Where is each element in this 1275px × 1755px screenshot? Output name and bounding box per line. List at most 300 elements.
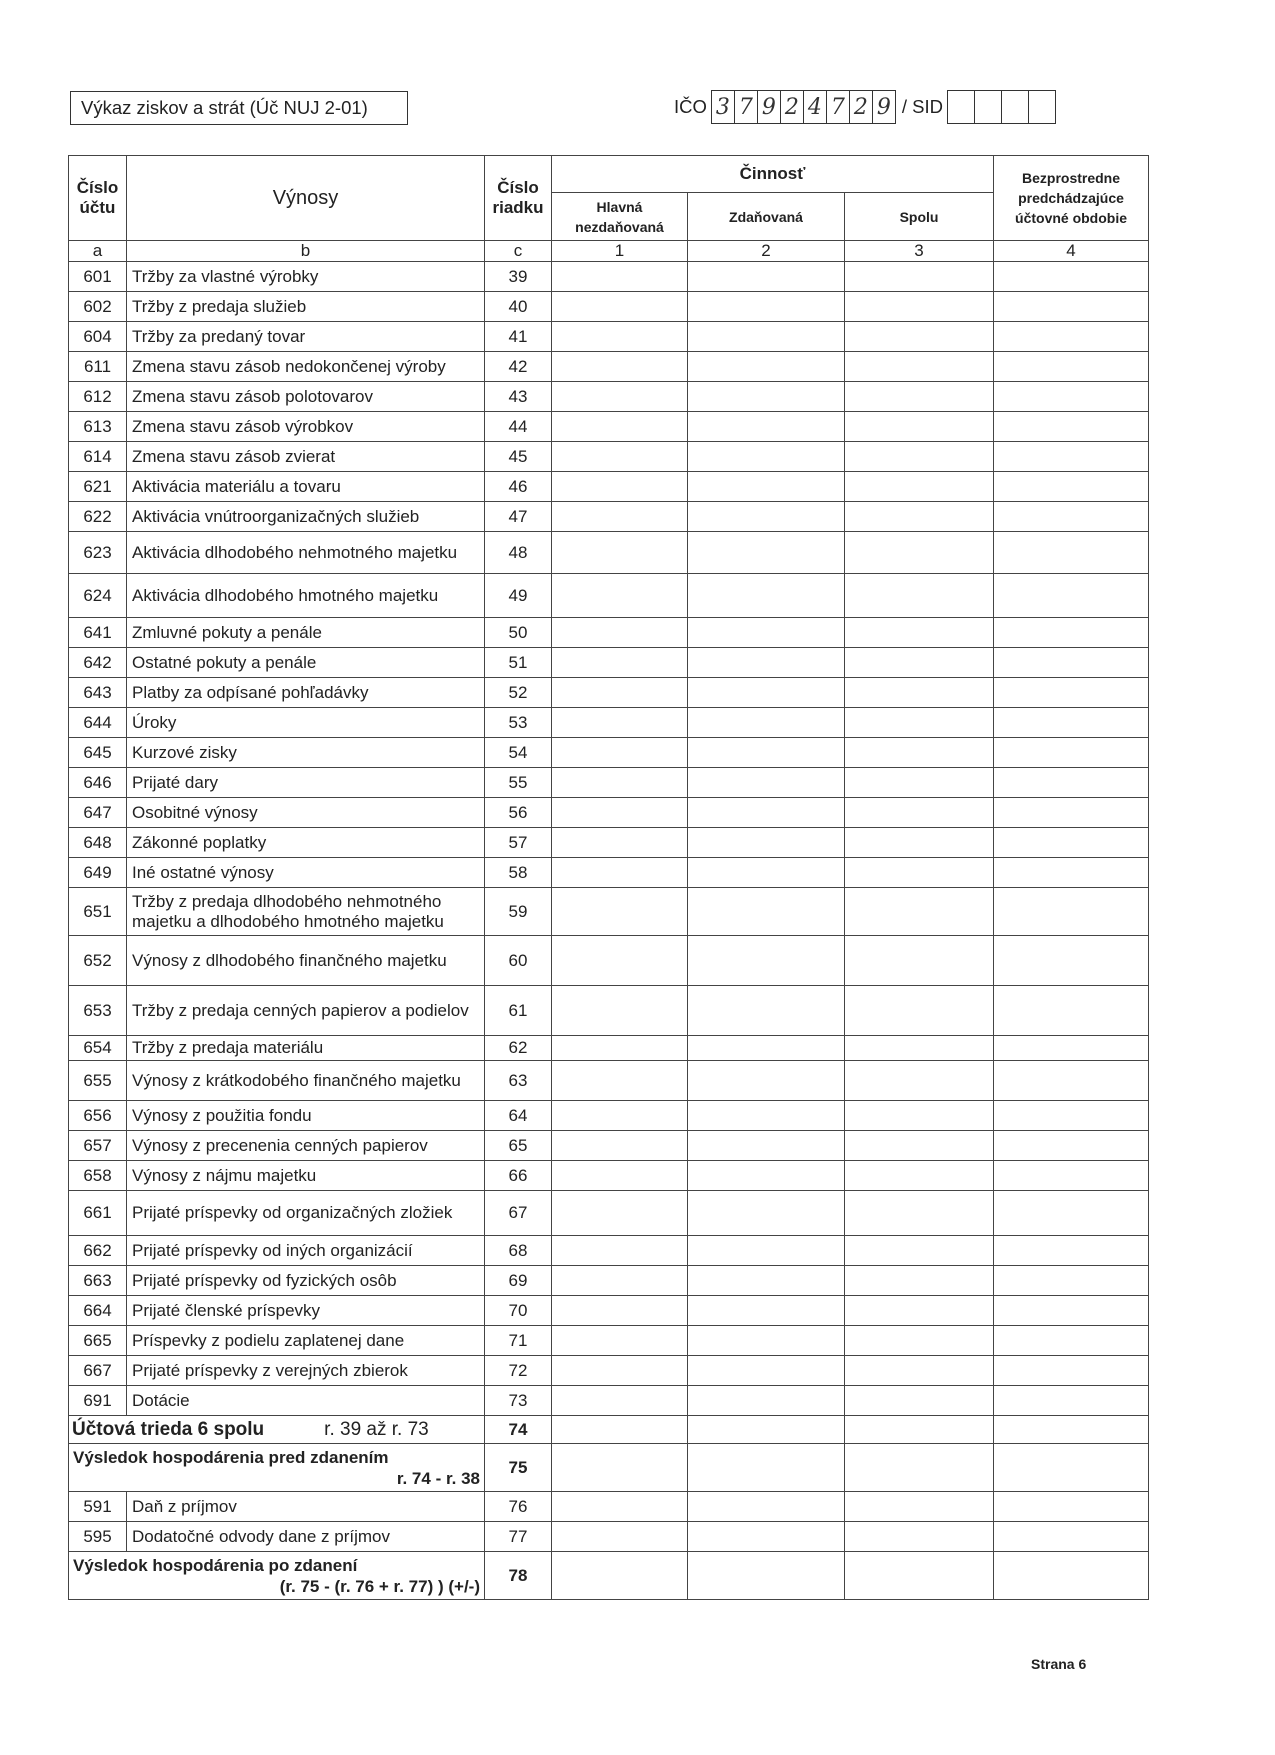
value-cell[interactable]: [688, 292, 845, 322]
account-number: 595: [69, 1522, 127, 1552]
value-cell[interactable]: [994, 858, 1149, 888]
account-description: Prijaté dary: [127, 768, 485, 798]
account-number: 653: [69, 986, 127, 1036]
table-row: [69, 936, 1149, 986]
value-cell[interactable]: [688, 708, 845, 738]
value-cell[interactable]: [688, 574, 845, 618]
row-number: 50: [485, 618, 552, 648]
value-cell[interactable]: [845, 986, 994, 1036]
account-number: 611: [69, 352, 127, 382]
value-cell[interactable]: [688, 936, 845, 986]
table-row: [69, 1266, 1149, 1296]
value-cell[interactable]: [845, 1101, 994, 1131]
header-revenue: Výnosy: [127, 156, 485, 241]
value-cell[interactable]: [994, 936, 1149, 986]
table-row: [69, 412, 1149, 442]
value-cell[interactable]: [994, 442, 1149, 472]
value-cell[interactable]: [688, 442, 845, 472]
summary-78-text: Výsledok hospodárenia po zdanení: [73, 1555, 358, 1575]
account-description: Daň z príjmov: [127, 1492, 485, 1522]
value-cell[interactable]: [688, 1492, 845, 1522]
value-cell[interactable]: [688, 1131, 845, 1161]
value-cell[interactable]: [994, 1061, 1149, 1101]
value-cell[interactable]: [688, 472, 845, 502]
account-description: Prijaté príspevky od organizačných zložiek: [127, 1191, 485, 1236]
value-cell[interactable]: [552, 888, 688, 936]
value-cell[interactable]: [845, 618, 994, 648]
table-row: [69, 1386, 1149, 1416]
row-number: 51: [485, 648, 552, 678]
value-cell[interactable]: [994, 1191, 1149, 1236]
row-number: 76: [485, 1492, 552, 1522]
value-cell[interactable]: [994, 352, 1149, 382]
value-cell[interactable]: [552, 768, 688, 798]
value-cell[interactable]: [994, 678, 1149, 708]
value-cell[interactable]: [688, 322, 845, 352]
value-cell[interactable]: [688, 1266, 845, 1296]
value-cell[interactable]: [845, 262, 994, 292]
table-row: [69, 262, 1149, 292]
value-cell[interactable]: [552, 574, 688, 618]
value-cell[interactable]: [552, 442, 688, 472]
value-cell[interactable]: [552, 292, 688, 322]
account-description: Zákonné poplatky: [127, 828, 485, 858]
account-description: Prijaté príspevky od fyzických osôb: [127, 1266, 485, 1296]
value-cell[interactable]: [688, 352, 845, 382]
value-cell[interactable]: [688, 1356, 845, 1386]
ico-digit[interactable]: 9: [757, 90, 781, 124]
account-number: 612: [69, 382, 127, 412]
value-cell[interactable]: [688, 1191, 845, 1236]
value-cell[interactable]: [845, 1326, 994, 1356]
value-cell[interactable]: [552, 618, 688, 648]
value-cell[interactable]: [994, 768, 1149, 798]
table-row: [69, 472, 1149, 502]
value-cell[interactable]: [994, 1552, 1149, 1600]
header-previous-period: Bezprostredne predchádzajúce účtovné obdobie: [994, 156, 1149, 241]
value-cell[interactable]: [845, 574, 994, 618]
value-cell[interactable]: [552, 1131, 688, 1161]
col-letter-b: b: [127, 241, 485, 262]
value-cell[interactable]: [552, 1386, 688, 1416]
value-cell[interactable]: [845, 1191, 994, 1236]
row-number: 60: [485, 936, 552, 986]
value-cell[interactable]: [688, 382, 845, 412]
account-description: Ostatné pokuty a penále: [127, 648, 485, 678]
value-cell[interactable]: [688, 618, 845, 648]
value-cell[interactable]: [688, 1296, 845, 1326]
value-cell[interactable]: [845, 858, 994, 888]
table-row: [69, 1036, 1149, 1061]
value-cell[interactable]: [994, 292, 1149, 322]
account-description: Tržby za predaný tovar: [127, 322, 485, 352]
header-taxed: Zdaňovaná: [688, 193, 845, 241]
header-main-untaxed: Hlavná nezdaňovaná: [552, 193, 688, 241]
value-cell[interactable]: [994, 382, 1149, 412]
row-number: 48: [485, 532, 552, 574]
value-cell[interactable]: [552, 1296, 688, 1326]
summary-75-label: [69, 1444, 485, 1492]
value-cell[interactable]: [552, 1161, 688, 1191]
row-number: 53: [485, 708, 552, 738]
value-cell[interactable]: [552, 738, 688, 768]
value-cell[interactable]: [845, 798, 994, 828]
ico-digit[interactable]: 3: [711, 90, 735, 124]
value-cell[interactable]: [845, 442, 994, 472]
value-cell[interactable]: [552, 986, 688, 1036]
value-cell[interactable]: [688, 1036, 845, 1061]
value-cell[interactable]: [845, 1356, 994, 1386]
row-number: 77: [485, 1522, 552, 1552]
value-cell[interactable]: [552, 1326, 688, 1356]
value-cell[interactable]: [994, 1266, 1149, 1296]
value-cell[interactable]: [845, 1552, 994, 1600]
value-cell[interactable]: [552, 412, 688, 442]
value-cell[interactable]: [994, 618, 1149, 648]
table-row: [69, 1101, 1149, 1131]
value-cell[interactable]: [688, 738, 845, 768]
account-description: Tržby z predaja cenných papierov a podielov: [127, 986, 485, 1036]
value-cell[interactable]: [994, 738, 1149, 768]
header-account: Číslo účtu: [69, 156, 127, 241]
value-cell[interactable]: [845, 1444, 994, 1492]
col-number-2: 2: [688, 241, 845, 262]
value-cell[interactable]: [552, 322, 688, 352]
table-row: [69, 1236, 1149, 1266]
value-cell[interactable]: [552, 1191, 688, 1236]
value-cell[interactable]: [845, 412, 994, 442]
account-number: 655: [69, 1061, 127, 1101]
row-number: 42: [485, 352, 552, 382]
account-description: Aktivácia materiálu a tovaru: [127, 472, 485, 502]
value-cell[interactable]: [688, 1326, 845, 1356]
table-row: [69, 678, 1149, 708]
value-cell[interactable]: [688, 828, 845, 858]
value-cell[interactable]: [552, 648, 688, 678]
value-cell[interactable]: [994, 1101, 1149, 1131]
value-cell[interactable]: [552, 828, 688, 858]
account-description: Zmena stavu zásob zvierat: [127, 442, 485, 472]
value-cell[interactable]: [552, 798, 688, 828]
account-number: 601: [69, 262, 127, 292]
account-number: 665: [69, 1326, 127, 1356]
account-description: Tržby z predaja dlhodobého nehmotného majetku a dlhodobého hmotného majetku: [127, 888, 485, 936]
account-description: Zmena stavu zásob nedokončenej výroby: [127, 352, 485, 382]
value-cell[interactable]: [845, 1036, 994, 1061]
row-number: 47: [485, 502, 552, 532]
table-row: [69, 1296, 1149, 1326]
header-row-number: Číslo riadku: [485, 156, 552, 241]
ico-digit[interactable]: 7: [826, 90, 850, 124]
value-cell[interactable]: [552, 382, 688, 412]
row-number: 67: [485, 1191, 552, 1236]
value-cell[interactable]: [552, 708, 688, 738]
value-cell[interactable]: [552, 262, 688, 292]
value-cell[interactable]: [994, 1522, 1149, 1552]
value-cell[interactable]: [994, 574, 1149, 618]
table-row: [69, 502, 1149, 532]
value-cell[interactable]: [994, 1356, 1149, 1386]
account-description: Výnosy z použitia fondu: [127, 1101, 485, 1131]
value-cell[interactable]: [994, 708, 1149, 738]
value-cell[interactable]: [994, 1296, 1149, 1326]
row-number: 58: [485, 858, 552, 888]
value-cell[interactable]: [845, 1161, 994, 1191]
account-number: 657: [69, 1131, 127, 1161]
sid-cell[interactable]: [1001, 90, 1029, 124]
ico-digit[interactable]: 9: [872, 90, 896, 124]
row-number: 75: [485, 1444, 552, 1492]
income-statement-table: [68, 155, 1149, 1600]
col-letter-c: c: [485, 241, 552, 262]
row-number: 62: [485, 1036, 552, 1061]
value-cell[interactable]: [688, 1416, 845, 1444]
value-cell[interactable]: [688, 768, 845, 798]
value-cell[interactable]: [552, 1492, 688, 1522]
value-cell[interactable]: [552, 352, 688, 382]
value-cell[interactable]: [994, 828, 1149, 858]
value-cell[interactable]: [994, 502, 1149, 532]
value-cell[interactable]: [994, 322, 1149, 352]
account-description: Príspevky z podielu zaplatenej dane: [127, 1326, 485, 1356]
value-cell[interactable]: [552, 1444, 688, 1492]
value-cell[interactable]: [994, 1492, 1149, 1522]
value-cell[interactable]: [688, 1101, 845, 1131]
account-number: 662: [69, 1236, 127, 1266]
ico-digit[interactable]: 7: [734, 90, 758, 124]
row-number: 73: [485, 1386, 552, 1416]
value-cell[interactable]: [688, 1236, 845, 1266]
value-cell[interactable]: [845, 708, 994, 738]
ico-field: [674, 89, 1056, 125]
value-cell[interactable]: [845, 1236, 994, 1266]
value-cell[interactable]: [994, 472, 1149, 502]
value-cell[interactable]: [845, 322, 994, 352]
value-cell[interactable]: [688, 858, 845, 888]
value-cell[interactable]: [994, 532, 1149, 574]
account-number: 648: [69, 828, 127, 858]
value-cell[interactable]: [845, 678, 994, 708]
value-cell[interactable]: [994, 1236, 1149, 1266]
value-cell[interactable]: [688, 1552, 845, 1600]
account-description: Prijaté členské príspevky: [127, 1296, 485, 1326]
value-cell[interactable]: [552, 1416, 688, 1444]
value-cell[interactable]: [994, 648, 1149, 678]
sid-cell[interactable]: [1028, 90, 1056, 124]
table-row: [69, 322, 1149, 352]
table-row: [69, 618, 1149, 648]
value-cell[interactable]: [688, 502, 845, 532]
value-cell[interactable]: [845, 292, 994, 322]
account-description: Prijaté príspevky z verejných zbierok: [127, 1356, 485, 1386]
table-row: [69, 532, 1149, 574]
value-cell[interactable]: [845, 532, 994, 574]
row-number: 64: [485, 1101, 552, 1131]
form-title: Výkaz ziskov a strát (Úč NUJ 2-01): [70, 91, 408, 125]
summary-row-74: [69, 1416, 1149, 1444]
value-cell[interactable]: [688, 532, 845, 574]
value-cell[interactable]: [994, 888, 1149, 936]
account-number: 622: [69, 502, 127, 532]
summary-74-label: [69, 1416, 485, 1444]
account-number: 649: [69, 858, 127, 888]
summary-78-formula: (r. 75 - (r. 76 + r. 77) ) (+/-): [279, 1576, 480, 1596]
ico-digit[interactable]: 2: [849, 90, 873, 124]
value-cell[interactable]: [845, 1061, 994, 1101]
sid-cell[interactable]: [947, 90, 975, 124]
value-cell[interactable]: [552, 1356, 688, 1386]
value-cell[interactable]: [845, 648, 994, 678]
row-number: 49: [485, 574, 552, 618]
value-cell[interactable]: [552, 858, 688, 888]
value-cell[interactable]: [845, 738, 994, 768]
value-cell[interactable]: [552, 1236, 688, 1266]
account-number: 643: [69, 678, 127, 708]
value-cell[interactable]: [994, 1444, 1149, 1492]
value-cell[interactable]: [994, 986, 1149, 1036]
row-number: 57: [485, 828, 552, 858]
ico-label: IČO: [674, 96, 707, 117]
value-cell[interactable]: [688, 1522, 845, 1552]
account-description: Zmluvné pokuty a penále: [127, 618, 485, 648]
value-cell[interactable]: [994, 1131, 1149, 1161]
value-cell[interactable]: [688, 798, 845, 828]
table-row: [69, 986, 1149, 1036]
table-row: [69, 1356, 1149, 1386]
row-number: 41: [485, 322, 552, 352]
table-row: [69, 442, 1149, 472]
page-number: Strana 6: [1031, 1656, 1087, 1672]
value-cell[interactable]: [688, 1161, 845, 1191]
account-description: Výnosy z dlhodobého finančného majetku: [127, 936, 485, 986]
value-cell[interactable]: [845, 1386, 994, 1416]
value-cell[interactable]: [552, 936, 688, 986]
value-cell[interactable]: [994, 262, 1149, 292]
row-number: 39: [485, 262, 552, 292]
account-description: Dotácie: [127, 1386, 485, 1416]
value-cell[interactable]: [552, 1036, 688, 1061]
value-cell[interactable]: [688, 986, 845, 1036]
value-cell[interactable]: [845, 1266, 994, 1296]
table-row: [69, 574, 1149, 618]
account-description: Výnosy z krátkodobého finančného majetku: [127, 1061, 485, 1101]
value-cell[interactable]: [688, 262, 845, 292]
row-number: 45: [485, 442, 552, 472]
value-cell[interactable]: [994, 1326, 1149, 1356]
sid-label: / SID: [901, 96, 944, 117]
account-number: 647: [69, 798, 127, 828]
value-cell[interactable]: [994, 1161, 1149, 1191]
value-cell[interactable]: [552, 532, 688, 574]
account-number: 591: [69, 1492, 127, 1522]
value-cell[interactable]: [552, 1522, 688, 1552]
value-cell[interactable]: [845, 1296, 994, 1326]
value-cell[interactable]: [845, 502, 994, 532]
value-cell[interactable]: [552, 1101, 688, 1131]
value-cell[interactable]: [688, 1386, 845, 1416]
table-row: [69, 768, 1149, 798]
account-number: 613: [69, 412, 127, 442]
account-description: Výnosy z nájmu majetku: [127, 1161, 485, 1191]
value-cell[interactable]: [845, 1131, 994, 1161]
account-number: 642: [69, 648, 127, 678]
value-cell[interactable]: [688, 648, 845, 678]
table-row: [69, 1161, 1149, 1191]
value-cell[interactable]: [552, 502, 688, 532]
col-number-3: 3: [845, 241, 994, 262]
header-total: Spolu: [845, 193, 994, 241]
account-description: Výnosy z precenenia cenných papierov: [127, 1131, 485, 1161]
value-cell[interactable]: [845, 382, 994, 412]
value-cell[interactable]: [552, 1552, 688, 1600]
value-cell[interactable]: [845, 768, 994, 798]
value-cell[interactable]: [552, 1061, 688, 1101]
value-cell[interactable]: [552, 678, 688, 708]
value-cell[interactable]: [688, 888, 845, 936]
ico-digit[interactable]: 4: [803, 90, 827, 124]
value-cell[interactable]: [688, 1444, 845, 1492]
summary-75-formula: r. 74 - r. 38: [396, 1468, 480, 1488]
value-cell[interactable]: [688, 1061, 845, 1101]
value-cell[interactable]: [552, 1266, 688, 1296]
account-number: 621: [69, 472, 127, 502]
value-cell[interactable]: [994, 1386, 1149, 1416]
table-row: [69, 1131, 1149, 1161]
value-cell[interactable]: [552, 472, 688, 502]
account-number: 614: [69, 442, 127, 472]
account-number: 604: [69, 322, 127, 352]
value-cell[interactable]: [994, 412, 1149, 442]
table-row: [69, 1191, 1149, 1236]
value-cell[interactable]: [688, 412, 845, 442]
account-number: 667: [69, 1356, 127, 1386]
col-letter-a: a: [69, 241, 127, 262]
sid-cell[interactable]: [974, 90, 1002, 124]
account-number: 663: [69, 1266, 127, 1296]
account-number: 656: [69, 1101, 127, 1131]
row-number: 69: [485, 1266, 552, 1296]
value-cell[interactable]: [994, 1036, 1149, 1061]
summary-row-78: [69, 1552, 1149, 1600]
table-row: [69, 292, 1149, 322]
value-cell[interactable]: [845, 1492, 994, 1522]
value-cell[interactable]: [845, 1416, 994, 1444]
account-description: Zmena stavu zásob výrobkov: [127, 412, 485, 442]
value-cell[interactable]: [994, 1416, 1149, 1444]
table-row: [69, 1061, 1149, 1101]
row-number: 78: [485, 1552, 552, 1600]
table-row: [69, 858, 1149, 888]
summary-75-text: Výsledok hospodárenia pred zdanením: [73, 1447, 389, 1467]
value-cell[interactable]: [845, 1522, 994, 1552]
value-cell[interactable]: [845, 352, 994, 382]
value-cell[interactable]: [845, 828, 994, 858]
account-number: 602: [69, 292, 127, 322]
value-cell[interactable]: [845, 888, 994, 936]
table-row: [69, 352, 1149, 382]
value-cell[interactable]: [845, 936, 994, 986]
account-description: Prijaté príspevky od iných organizácií: [127, 1236, 485, 1266]
account-description: Kurzové zisky: [127, 738, 485, 768]
account-description: Tržby za vlastné výrobky: [127, 262, 485, 292]
ico-digit[interactable]: 2: [780, 90, 804, 124]
value-cell[interactable]: [688, 678, 845, 708]
value-cell[interactable]: [994, 798, 1149, 828]
account-number: 641: [69, 618, 127, 648]
value-cell[interactable]: [845, 472, 994, 502]
table-row: [69, 1326, 1149, 1356]
summary-74-text: Účtová trieda 6 spolu: [72, 1418, 265, 1440]
